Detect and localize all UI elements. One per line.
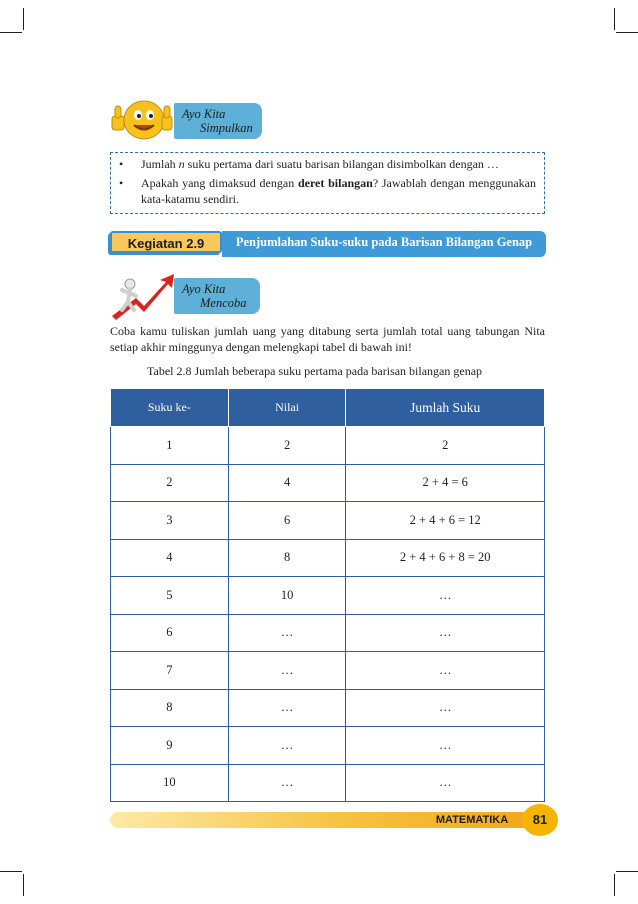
cell-jumlah: … [346, 764, 545, 802]
crop-mark [616, 32, 638, 33]
cell-nilai: 4 [228, 464, 346, 502]
cell-suku: 9 [111, 727, 229, 765]
crop-mark [23, 8, 24, 30]
badge-line1: Ayo Kita [182, 107, 226, 121]
cell-nilai: 8 [228, 539, 346, 577]
cell-jumlah: … [346, 689, 545, 727]
cell-suku: 5 [111, 577, 229, 615]
cell-jumlah: … [346, 614, 545, 652]
ayo-kita-mencoba-badge [174, 278, 260, 314]
kegiatan-title: Penjumlahan Suku-suku pada Barisan Bilangan Genap [222, 231, 546, 257]
cell-nilai: 10 [228, 577, 346, 615]
instruction-paragraph: Coba kamu tuliskan jumlah uang yang ditabung serta jumlah total uang tabungan Nita setiap akhir minggunya dengan melengkapi tabel di bawah ini! [110, 324, 545, 354]
header-nilai: Nilai [228, 389, 346, 427]
cell-nilai: … [228, 652, 346, 690]
cell-suku: 2 [111, 464, 229, 502]
table-row [111, 764, 545, 802]
table-header-row [111, 389, 545, 427]
thumbs-up-smiley-icon [108, 98, 174, 144]
ayo-kita-simpulkan-badge [174, 103, 262, 139]
cell-suku: 10 [111, 764, 229, 802]
table-row [111, 539, 545, 577]
cell-jumlah: … [346, 577, 545, 615]
cell-jumlah: 2 + 4 + 6 = 12 [346, 502, 545, 540]
cell-suku: 6 [111, 614, 229, 652]
cell-suku: 7 [111, 652, 229, 690]
table-row [111, 502, 545, 540]
badge-line1: Ayo Kita [182, 282, 226, 296]
cell-nilai: … [228, 614, 346, 652]
table-row [111, 427, 545, 465]
cell-nilai: … [228, 689, 346, 727]
crop-mark [23, 874, 24, 896]
table-row [111, 727, 545, 765]
header-suku-ke: Suku ke- [111, 389, 229, 427]
cell-jumlah: 2 + 4 + 6 + 8 = 20 [346, 539, 545, 577]
cell-suku: 3 [111, 502, 229, 540]
cell-nilai: … [228, 764, 346, 802]
table-caption: Tabel 2.8 Jumlah beberapa suku pertama pada barisan bilangan genap [147, 364, 483, 378]
table-row [111, 652, 545, 690]
table-row [111, 577, 545, 615]
badge-line2: Mencoba [200, 296, 247, 310]
crop-mark [614, 874, 615, 896]
summary-bullet-1: Jumlah n suku pertama dari suatu barisan bilangan disimbolkan dengan … [141, 157, 499, 171]
summary-box [110, 152, 545, 214]
crop-mark [616, 871, 638, 872]
table-row [111, 464, 545, 502]
cell-suku: 8 [111, 689, 229, 727]
bullet-icon: • [119, 157, 124, 171]
bullet-icon: • [119, 176, 124, 190]
cell-nilai: … [228, 727, 346, 765]
badge-line2: Simpulkan [200, 121, 253, 135]
header-jumlah-suku: Jumlah Suku [346, 389, 545, 427]
cell-jumlah: 2 [346, 427, 545, 465]
table-row [111, 614, 545, 652]
crop-mark [0, 32, 22, 33]
summary-bullet-2: Apakah yang dimaksud dengan deret bilangan? Jawablah dengan menggunakan kata-katamu sendiri. [141, 176, 536, 206]
table-row [111, 689, 545, 727]
footer-subject: MATEMATIKA [435, 814, 509, 826]
cell-suku: 4 [111, 539, 229, 577]
crop-mark [614, 8, 615, 30]
cell-jumlah: … [346, 727, 545, 765]
cell-nilai: 2 [228, 427, 346, 465]
kegiatan-tag: Kegiatan 2.9 [110, 231, 222, 253]
cell-nilai: 6 [228, 502, 346, 540]
cell-jumlah: … [346, 652, 545, 690]
crop-mark [0, 871, 22, 872]
sum-table [110, 388, 545, 802]
cell-suku: 1 [111, 427, 229, 465]
cell-jumlah: 2 + 4 = 6 [346, 464, 545, 502]
page-number: 81 [522, 804, 558, 836]
runner-arrow-icon [108, 272, 178, 322]
